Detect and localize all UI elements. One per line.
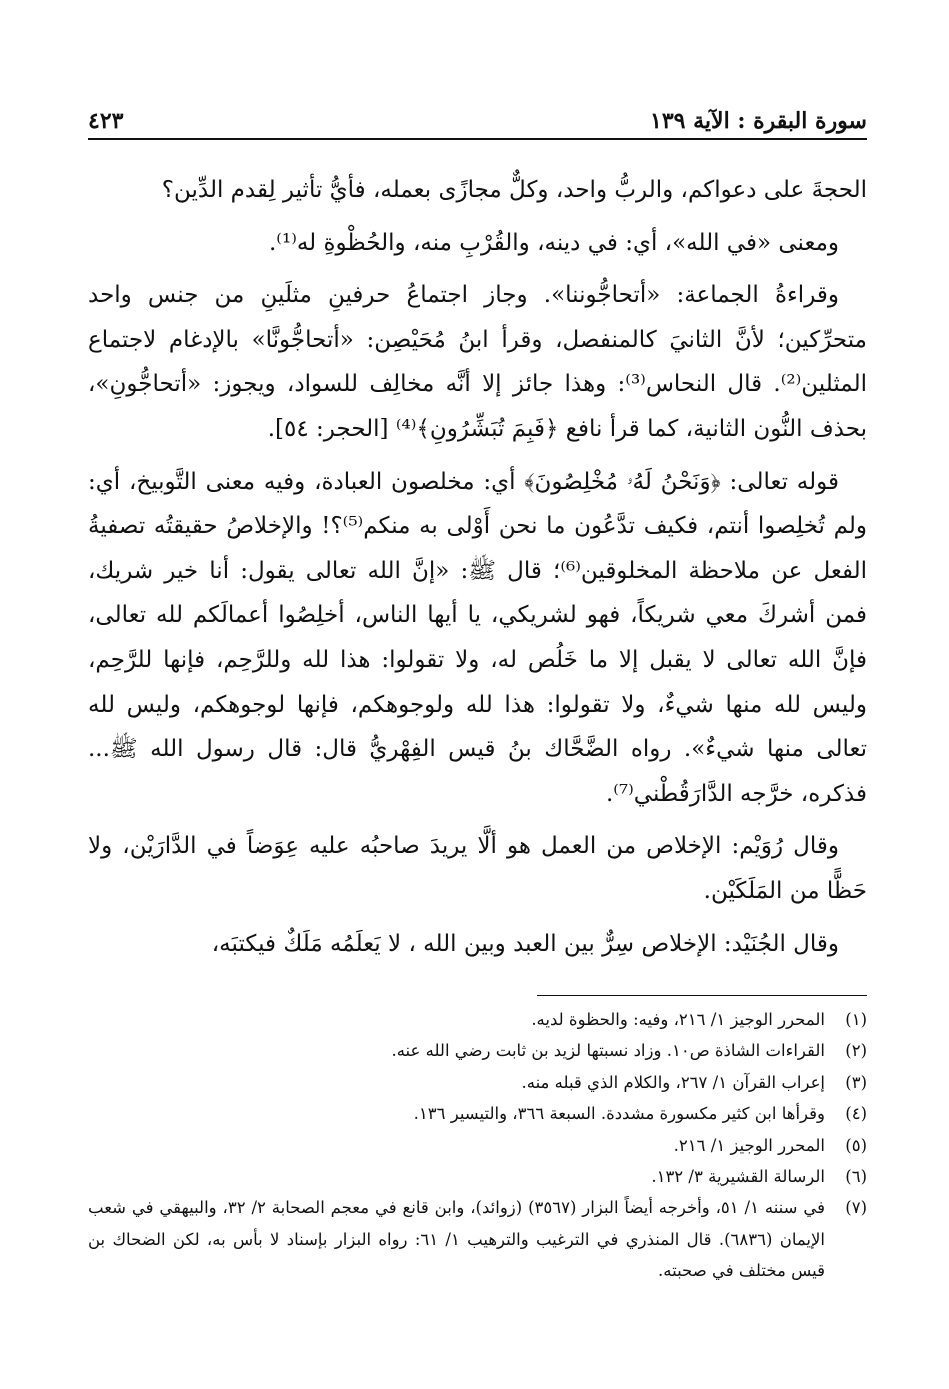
footnote-text: إعراب القرآن ١/ ٢٦٧، والكلام الذي قبله منه. — [521, 1072, 825, 1092]
paragraph: وقراءةُ الجماعة: «أتحاجُّوننا». وجاز اجتماعُ حرفينِ مثلَينِ من جنس واحد متحرِّكين؛ لأنَّ الثانيَ كالمنفصل، وقرأ ابنُ مُحَيْصِن: «أتحاجُّونَّا» بالإدغام لاجتماع المثلين⁽²⁾. قال النحاس⁽³⁾: وهذا جائز إلا أنَّه مخالِف للسواد، ويجوز: «أتحاجُّونِ»، بحذف النُّون الثانية، كما قرأ نافع ﴿فَبِمَ تُبَشِّرُونِ﴾⁽⁴⁾ [الحجر: ٥٤]. — [88, 282, 867, 442]
paragraph: ومعنى «في الله»، أي: في دينه، والقُرْبِ منه، والحُظْوةِ له⁽¹⁾. — [269, 229, 839, 256]
footnote-text: في سننه ١/ ٥١، وأخرجه أيضاً البزار (٣٥٦٧) (زوائد)، وابن قانع في معجم الصحابة ٢/ ٣٢، والبيهقي في شعب الإيمان (٦٨٣٦). قال المنذري في الترغيب والترهيب ١/ ٦١: رواه البزار بإسناد لا بأس به، لكن الضحاك بن قيس مختلف في صحبته. — [88, 1198, 825, 1281]
footnote-text: المحرر الوجيز ١/ ٢١٦. — [673, 1135, 825, 1155]
footnote-text: القراءات الشاذة ص١٠. وزاد نسبتها لزيد بن ثابت رضي الله عنه. — [391, 1041, 825, 1061]
footnote-number: (٥) — [845, 1135, 867, 1155]
main-text — [88, 168, 867, 974]
footnote-number: (٣) — [845, 1072, 867, 1092]
footnote — [88, 1192, 867, 1286]
footnote-number: (٤) — [845, 1104, 867, 1124]
footnote-number: (٢) — [845, 1041, 867, 1061]
paragraph: قوله تعالى: ﴿وَنَحْنُ لَهُۥ مُخْلِصُونَ﴾ أي: مخلصون العبادة، وفيه معنى التَّوبيخ، أي: ولم تُخلِصوا أنتم، فكيف تدَّعُون ما نحن أَوْلى به منكم⁽⁵⁾؟! والإخلاصُ حقيقتُه تصفيةُ الفعل عن ملاحظة المخلوقين⁽⁶⁾؛ قال ﷺ: «إنَّ الله تعالى يقول: أنا خير شريك، فمن أشركَ معي شريكاً، فهو لشريكي، يا أيها الناس، أخلِصُوا أعمالَكم لله تعالى، فإنَّ الله تعالى لا يقبل إلا ما خَلُص له، ولا تقولوا: هذا لله وللرَّحِم، فإنها للرَّحِم، وليس لله منها شيءٌ، ولا تقولوا: هذا لله ولوجوهكم، فإنها لوجوهكم، وليس لله تعالى منها شيءٌ». رواه الضَّحَّاك بنُ قيس الفِهْريُّ قال: قال رسول الله ﷺ... فذكره، خرَّجه الدَّارَقُطْني⁽⁷⁾. — [88, 468, 867, 807]
footnote-number: (١) — [845, 1010, 867, 1029]
footnote — [88, 1004, 867, 1035]
footnote-divider — [537, 995, 867, 996]
paragraph: وقال رُوَيْم: الإخلاص من العمل هو ألَّا يريدَ صاحبُه عليه عِوَضاً في الدَّارَيْن، ولا حَظًّا من المَلَكَيْن. — [88, 833, 867, 904]
footnote-number: (٦) — [845, 1167, 867, 1187]
footnote-number: (٧) — [845, 1198, 867, 1218]
page-header — [88, 94, 867, 134]
footnote — [88, 1098, 867, 1129]
footnote — [88, 1035, 867, 1066]
header-divider — [88, 138, 867, 140]
page-number: ٤٢٣ — [88, 108, 124, 134]
footnotes — [88, 1004, 867, 1287]
footnote — [88, 1161, 867, 1192]
footnote-text: الرسالة القشيرية ٣/ ١٣٢. — [651, 1167, 825, 1187]
footnote-text: وقرأها ابن كثير مكسورة مشددة. السبعة ٣٦٦، والتيسير ١٣٦. — [413, 1104, 825, 1124]
footnote — [88, 1130, 867, 1161]
footnote — [88, 1067, 867, 1098]
paragraph: وقال الجُنَيْد: الإخلاص سِرٌّ بين العبد وبين الله ، لا يَعلَمُه مَلَكٌ فيكتبَه، — [211, 930, 839, 957]
paragraph: الحجةَ على دعواكم، والربُّ واحد، وكلٌّ مجازًى بعمله، فأيُّ تأثير لِقدم الدِّين؟ — [161, 177, 867, 203]
footnote-text: المحرر الوجيز ١/ ٢١٦، وفيه: والحظوة لديه. — [531, 1010, 825, 1029]
running-title: سورة البقرة : الآية ١٣٩ — [650, 108, 867, 134]
